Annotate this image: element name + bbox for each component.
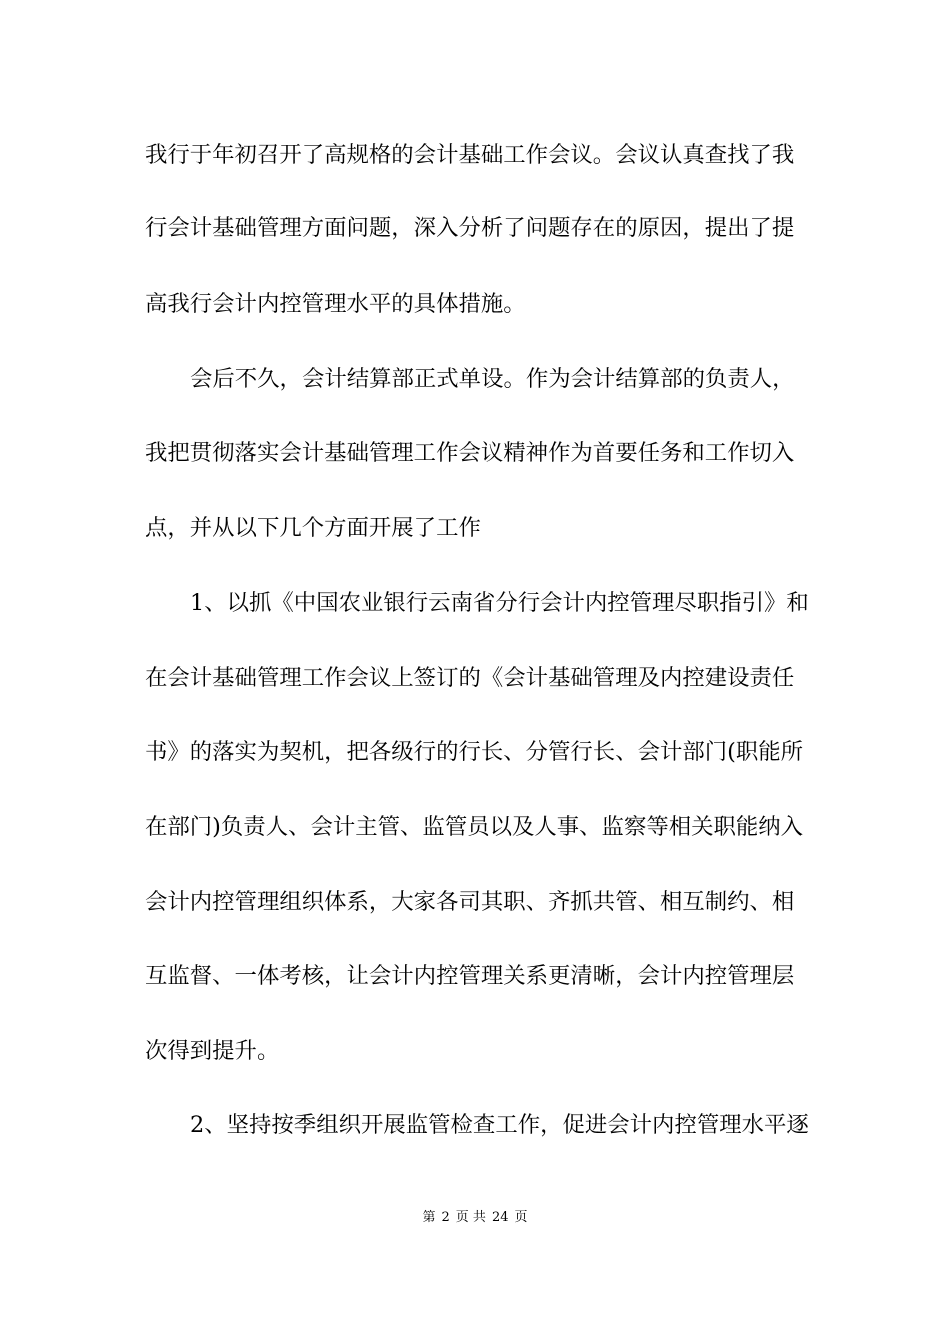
footer-total-pages: 24: [491, 1210, 509, 1225]
footer-page-number: 2: [441, 1210, 450, 1225]
text-line: 高我行会计内控管理水平的具体措施。: [145, 291, 526, 317]
footer-suffix: 页: [514, 1210, 528, 1225]
page-footer: [0, 1209, 950, 1227]
text-line: 我行于年初召开了高规格的会计基础工作会议。会议认真查找了我: [145, 142, 795, 168]
text-line: 书》的落实为契机，把各级行的行长、分管行长、会计部门(职能所: [145, 739, 804, 765]
text-line: 行会计基础管理方面问题，深入分析了问题存在的原因，提出了提: [145, 215, 795, 241]
text-line: 次得到提升。: [145, 1038, 280, 1064]
text-line: 点，并从以下几个方面开展了工作: [145, 515, 481, 541]
footer-prefix: 第: [422, 1210, 436, 1225]
text-line: 会计内控管理组织体系，大家各司其职、齐抓共管、相互制约、相: [145, 889, 795, 915]
text-line: 1、以抓《中国农业银行云南省分行会计内控管理尽职指引》和: [190, 590, 809, 616]
text-line: 我把贯彻落实会计基础管理工作会议精神作为首要任务和工作切入: [145, 440, 795, 466]
footer-mid: 页 共: [455, 1210, 486, 1225]
text-line: 会后不久，会计结算部正式单设。作为会计结算部的负责人，: [190, 366, 795, 392]
text-line: 互监督、一体考核，让会计内控管理关系更清晰，会计内控管理层: [145, 963, 795, 989]
text-line: 在部门)负责人、会计主管、监管员以及人事、监察等相关职能纳入: [145, 814, 804, 840]
text-line: 2、坚持按季组织开展监管检查工作，促进会计内控管理水平逐: [190, 1112, 809, 1138]
text-line: 在会计基础管理工作会议上签订的《会计基础管理及内控建设责任: [145, 665, 795, 691]
